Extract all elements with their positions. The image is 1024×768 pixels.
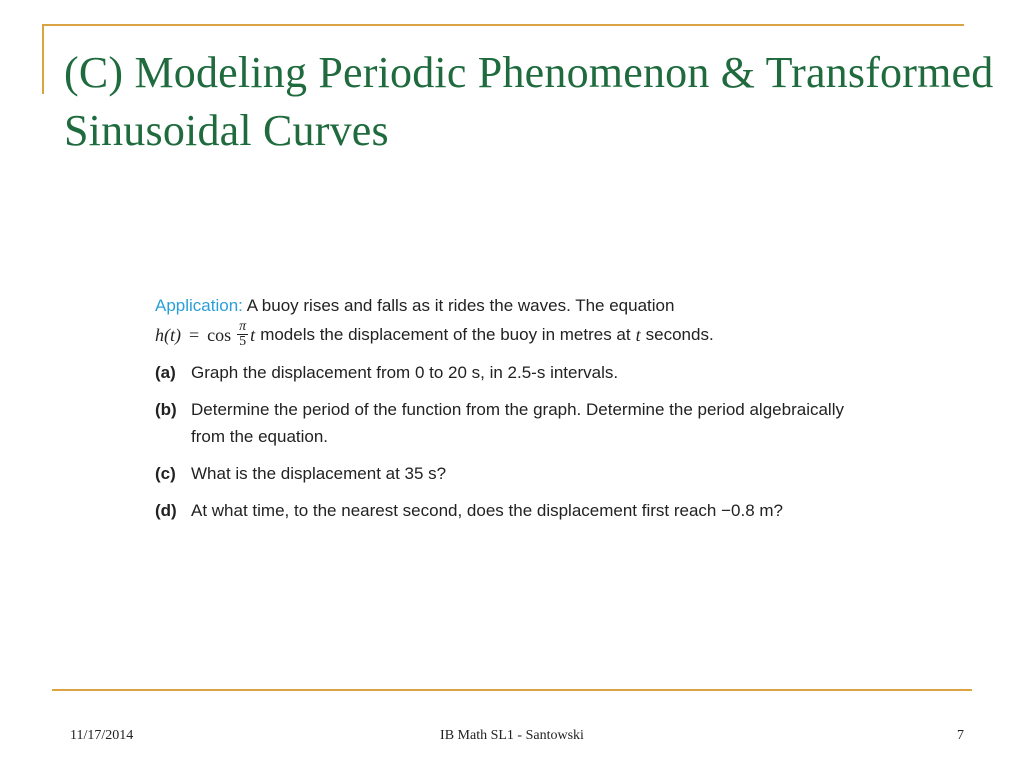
equation-equals: = xyxy=(189,324,200,345)
question-text: At what time, to the nearest second, does the displacement first reach −0.8 m? xyxy=(191,501,784,520)
equation-lhs: h(t) xyxy=(155,324,181,345)
top-rule xyxy=(42,24,964,26)
left-rule xyxy=(42,24,44,94)
question-text: Determine the period of the function from the graph. Determine the period algebraically from the equation. xyxy=(191,400,844,446)
problem-intro xyxy=(155,294,875,318)
question-text: What is the displacement at 35 s? xyxy=(191,464,447,483)
fraction-numerator: π xyxy=(239,319,247,334)
question-d xyxy=(155,497,875,524)
fraction-denominator: 5 xyxy=(239,334,247,349)
equation-func: cos xyxy=(207,324,232,345)
question-mark: (c) xyxy=(155,464,176,483)
equation-line xyxy=(155,320,875,349)
intro-text: A buoy rises and falls as it rides the waves. The equation xyxy=(246,296,675,315)
application-label: Application: xyxy=(155,296,243,315)
question-text: Graph the displacement from 0 to 20 s, in 2.5-s intervals. xyxy=(191,363,619,382)
equation-variable-2: t xyxy=(635,324,641,345)
equation-rest-2: seconds. xyxy=(645,324,714,344)
question-mark: (a) xyxy=(155,363,176,382)
equation-variable: t xyxy=(250,324,256,345)
question-a xyxy=(155,359,875,386)
question-mark: (b) xyxy=(155,400,177,419)
question-b xyxy=(155,396,875,450)
footer-page-number: 7 xyxy=(957,728,964,743)
question-mark: (d) xyxy=(155,501,177,520)
equation-rest: models the displacement of the buoy in metres at xyxy=(260,324,631,344)
question-c xyxy=(155,460,875,487)
footer-course: IB Math SL1 - Santowski xyxy=(440,728,584,743)
bottom-rule xyxy=(52,689,972,691)
problem-block xyxy=(155,294,875,524)
footer-date: 11/17/2014 xyxy=(70,728,134,743)
equation-fraction xyxy=(237,320,248,349)
slide-title: (C) Modeling Periodic Phenomenon & Transformed Sinusoidal Curves xyxy=(64,48,994,155)
